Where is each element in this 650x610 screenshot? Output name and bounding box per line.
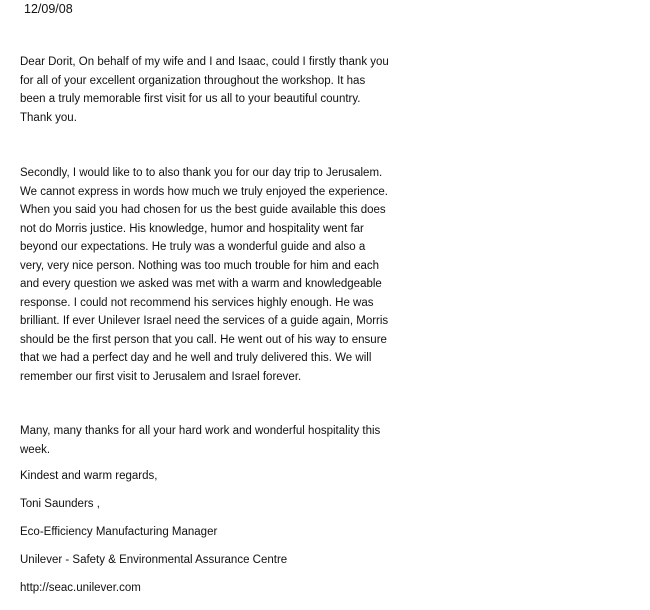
text-line: brilliant. If ever Unilever Israel need the services of a guide again, Morris xyxy=(20,315,389,327)
text-line: not do Morris justice. His knowledge, humor and hospitality went far xyxy=(20,222,364,235)
signature-organization: Unilever - Safety & Environmental Assurance Centre xyxy=(20,554,288,566)
text-line: should be the first person that you call. He went out of his way to ensure xyxy=(20,333,387,346)
signature-url: http://seac.unilever.com xyxy=(20,582,141,594)
paragraph-jerusalem-trip xyxy=(20,164,420,386)
text-line: that we had a perfect day and he well and truly delivered this. We will xyxy=(20,352,372,364)
signature-name: Toni Saunders , xyxy=(20,498,100,510)
text-line: Dear Dorit, On behalf of my wife and I and Isaac, could I firstly thank you xyxy=(20,56,389,68)
text-line: beyond our expectations. He truly was a wonderful guide and also a xyxy=(20,241,366,253)
letter-date: 12/09/08 xyxy=(24,2,73,16)
text-line: been a truly memorable first visit for us all to your beautiful country. xyxy=(20,93,361,105)
text-line: very, very nice person. Nothing was too much trouble for him and each xyxy=(20,259,380,272)
signature-title: Eco-Efficiency Manufacturing Manager xyxy=(20,526,218,538)
paragraph-greeting xyxy=(20,53,420,127)
text-line: Many, many thanks for all your hard work and wonderful hospitality this xyxy=(20,425,381,437)
paragraph-thanks xyxy=(20,422,420,459)
text-line: We cannot express in words how much we truly enjoyed the experience. xyxy=(20,185,388,198)
text-line: and every question we asked was met with a warm and knowledgeable xyxy=(20,278,382,290)
text-line: week. xyxy=(20,443,51,456)
text-line: remember our first visit to Jerusalem and Israel forever. xyxy=(20,370,302,383)
text-line: When you said you had chosen for us the best guide available this does xyxy=(20,204,386,216)
text-line: Thank you. xyxy=(20,111,77,124)
text-line: Secondly, I would like to to also thank you for our day trip to Jerusalem. xyxy=(20,167,383,179)
text-line: response. I could not recommend his services highly enough. He was xyxy=(20,296,374,309)
closing-line: Kindest and warm regards, xyxy=(20,470,158,482)
text-line: for all of your excellent organization throughout the workshop. It has xyxy=(20,74,366,87)
